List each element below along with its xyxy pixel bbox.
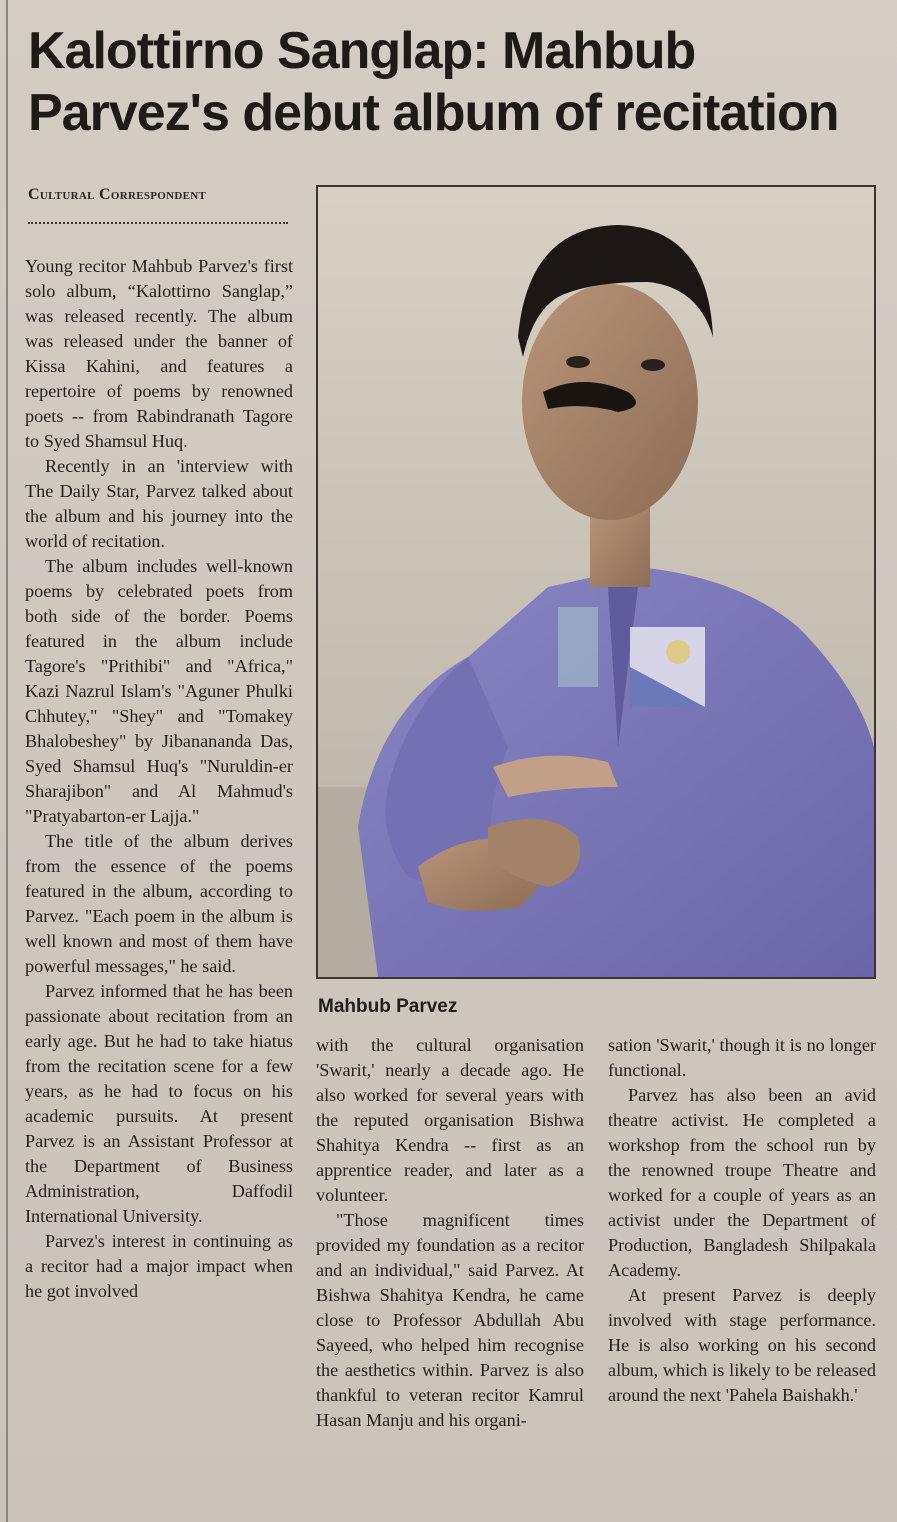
paragraph: Parvez has also been an avid theatre activist. He completed a workshop from the school run by the renowned troupe Theatre and worked for a couple of years as an activist under the Department of Production, Bangladesh Shilpakala Academy. — [608, 1085, 876, 1280]
paragraph: The title of the album derives from the essence of the poems featured in the album, according to Parvez. "Each poem in the album is well known and most of them have powerful messages," he said. — [25, 831, 293, 976]
paragraph: Parvez informed that he has been passionate about recitation from an early age. But he had to take hiatus from the recitation scene for a few years, as he had to focus on his academic pursuits. At present Parvez is an Assistant Professor at the Department of Business Administration, Daffodil International University. — [25, 981, 293, 1226]
byline: Cultural Correspondent — [28, 186, 207, 203]
paragraph: Recently in an 'interview with The Daily Star, Parvez talked about the album and his journey into the world of recitation. — [25, 456, 293, 551]
paragraph: Parvez's interest in continuing as a recitor had a major impact when he got involved — [25, 1231, 293, 1301]
article-column-1 — [25, 254, 293, 1304]
article-column-2 — [316, 1033, 584, 1433]
paragraph: At present Parvez is deeply involved with stage performance. He is also working on his second album, which is likely to be released around the next 'Pahela Baishakh.' — [608, 1285, 876, 1405]
article-column-3 — [608, 1033, 876, 1408]
portrait-photo — [316, 185, 876, 979]
byline-divider — [28, 222, 288, 224]
paragraph: sation 'Swarit,' though it is no longer functional. — [608, 1035, 876, 1080]
paragraph: The album includes well-known poems by celebrated poets from both side of the border. Poems featured in the album include Tagore's "Prithibi" and "Africa," Kazi Nazrul Islam's "Aguner Phulki Chhutey," "Shey" and "Tomakey Bhalobeshey" by Jibanananda Das, Syed Shamsul Huq's "Nuruldin-er Sharajibon" and Al Mahmud's "Pratyabarton-er Lajja." — [25, 556, 293, 826]
photo-caption: Mahbub Parvez — [318, 996, 458, 1017]
paragraph: "Those magnificent times provided my foundation as a recitor and an individual," said Parvez. At Bishwa Shahitya Kendra, he came close to Professor Abdullah Abu Sayeed, who helped him recognise the aesthetics within. Parvez is also thankful to veteran recitor Kamrul Hasan Manju and his organi- — [316, 1210, 584, 1430]
headline: Kalottirno Sanglap: Mahbub Parvez's debut album of recitation — [28, 22, 839, 142]
paragraph: Young recitor Mahbub Parvez's first solo album, “Kalottirno Sanglap,” was released recently. The album was released under the banner of Kissa Kahini, and features a repertoire of poems by renowned poets -- from Rabindranath Tagore to Syed Shamsul Huq. — [25, 256, 293, 451]
portrait-illustration — [318, 187, 874, 977]
column-rule — [6, 0, 8, 1522]
paragraph: with the cultural organisation 'Swarit,' nearly a decade ago. He also worked for several years with the reputed organisation Bishwa Shahitya Kendra -- first as an apprentice reader, and later as a volunteer. — [316, 1035, 584, 1205]
